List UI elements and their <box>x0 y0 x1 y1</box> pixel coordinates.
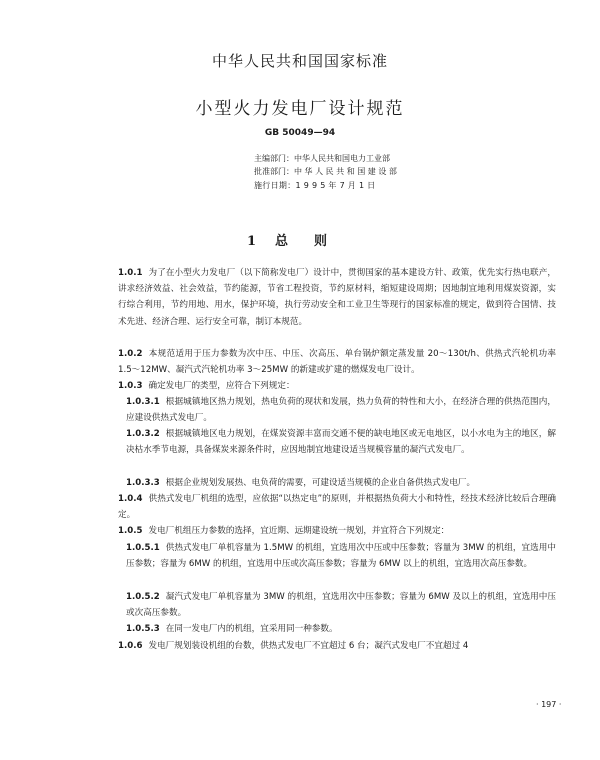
clause-number: 1.0.3.3 <box>126 478 160 488</box>
approver-department: 批准部门：中 华 人 民 共 和 国 建 设 部 <box>254 167 397 176</box>
page-number: · 197 · <box>536 700 562 709</box>
clause-text: 供热式发电厂机组的选型，应依据“以热定电”的原则，并根据热负荷大小和特性，经技术经济比较后合理确定。 <box>118 494 556 521</box>
clause-text: 发电厂机组压力参数的选择，宜近期、远期建设统一规划，并宜符合下列规定： <box>148 526 450 536</box>
clause-1-0-6 <box>118 638 556 654</box>
clause-1-0-5-3 <box>126 621 556 637</box>
chapter-heading <box>0 230 600 249</box>
national-standard-heading: 中华人民共和国国家标准 <box>211 52 388 70</box>
clause-number: 1.0.3.1 <box>126 397 160 407</box>
clause-number: 1.0.3.2 <box>126 429 160 439</box>
clause-number: 1.0.3 <box>118 381 143 391</box>
clause-text: 确定发电厂的类型，应符合下列规定： <box>148 381 295 391</box>
clause-text: 在同一发电厂内的机组，宜采用同一种参数。 <box>165 624 338 634</box>
standard-code: GB 50049—94 <box>264 128 336 138</box>
clause-1-0-3-3 <box>126 475 556 491</box>
clause-number: 1.0.4 <box>118 494 143 504</box>
clause-1-0-2 <box>118 346 556 378</box>
clause-number: 1.0.6 <box>118 641 143 651</box>
clause-1-0-3-2 <box>126 426 556 458</box>
chapter-number: 1 <box>246 234 258 249</box>
clause-number: 1.0.5.2 <box>126 592 160 602</box>
clause-1-0-5-1 <box>126 540 556 572</box>
effective-date: 施行日期：1 9 9 5 年 7 月 1 日 <box>254 181 376 190</box>
clause-text: 根据企业规划发展热、电负荷的需要，可建设适当规模的企业自备供热式发电厂。 <box>165 478 476 488</box>
clause-text: 凝汽式发电厂单机容量为 3MW 的机组，宜选用次中压参数；容量为 6MW 及以上的机组，宜选用中压或次高压参数。 <box>126 592 556 619</box>
clause-number: 1.0.5.1 <box>126 543 160 553</box>
clause-1-0-3-1 <box>126 394 556 426</box>
clause-number: 1.0.1 <box>118 268 143 278</box>
clause-1-0-5-2 <box>126 589 556 621</box>
chapter-name: 总则 <box>275 234 354 249</box>
clause-1-0-5 <box>118 523 556 539</box>
clause-number: 1.0.2 <box>118 349 143 359</box>
document-title: 小型火力发电厂设计规范 <box>195 99 405 119</box>
clause-text: 本规范适用于压力参数为次中压、中压、次高压、单台锅炉额定蒸发量 20～130t/h、供热式汽轮机功率 1.5～12MW、凝汽式汽轮机功率 3～25MW 的新建或扩建的燃煤发电厂设计。 <box>118 349 556 376</box>
clause-text: 供热式发电厂单机容量为 1.5MW 的机组，宜选用次中压或中压参数；容量为 3MW 的机组，宜选用中压参数；容量为 6MW 的机组，宜选用中压或次高压参数；容量为 6MW 以上的机组，宜选用次高压参数。 <box>126 543 556 570</box>
clause-1-0-3 <box>118 378 556 394</box>
clause-number: 1.0.5 <box>118 526 143 536</box>
clause-1-0-4 <box>118 491 556 523</box>
clause-1-0-1 <box>118 265 556 330</box>
clause-text: 根据城镇地区热力规划，热电负荷的现状和发展，热力负荷的特性和大小，在经济合理的供热范围内，应建设供热式发电厂。 <box>126 397 556 424</box>
clause-text: 发电厂规划装设机组的台数，供热式发电厂不宜超过 6 台；凝汽式发电厂不宜超过 4 <box>148 641 469 651</box>
clause-text: 为了在小型火力发电厂（以下简称发电厂）设计中，贯彻国家的基本建设方针、政策，优先实行热电联产，讲求经济效益、社会效益，节约能源，节省工程投资，节约原材料，缩短建设周期；因地制宜地利用煤炭资源，实行综合利用，节约用地、用水，保护环境，执行劳动安全和工业卫生等现行的国家标准的规定，做到符合国情、技术先进、经济合理、运行安全可靠，制订本规范。 <box>118 268 556 327</box>
editor-department: 主编部门：中华人民共和国电力工业部 <box>254 154 390 163</box>
clause-number: 1.0.5.3 <box>126 624 160 634</box>
clause-text: 根据城镇地区电力规划，在煤炭资源丰富而交通不便的缺电地区或无电地区，以小水电为主的地区，解决枯水季节电源，具备煤炭来源条件时，应因地制宜地建设适当规模容量的凝汽式发电厂。 <box>126 429 556 456</box>
